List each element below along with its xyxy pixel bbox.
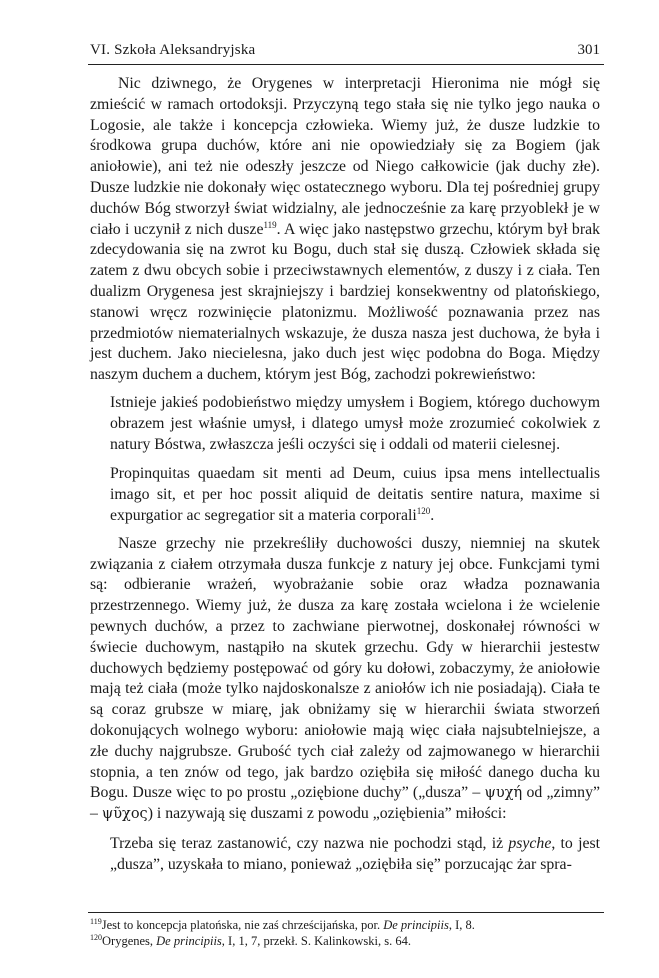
footnote-rule bbox=[88, 912, 604, 913]
header-rule bbox=[88, 64, 604, 65]
block-quote-latin: Propinquitas quaedam sit menti ad Deum, cuius ipsa mens intellectualis imago sit, et per hoc possit aliquid de deitatis sentire natura, maxime si expurgatior ac segregatior sit a materia corporali$^{120}$. bbox=[110, 465, 600, 524]
block-quote-psyche: Trzeba się teraz zastanowić, czy nazwa nie pochodzi stąd, iż psyche, to jest „dusza”, uzyskała to miano, ponieważ „oziębiła się” porzucając żar spra- bbox=[110, 834, 601, 873]
greek-word-psyche: ψυχή bbox=[484, 785, 523, 802]
page-number: 301 bbox=[577, 42, 600, 58]
paragraph-1: Nic dziwnego, że Orygenes w interpretacji Hieronima nie mógł się zmieścić w ramach ortodoksji. Przyczyną tego stała się nie tylko jego nauka o Logosie, ale także i koncepcja człowieka. Wiemy już, że dusze ludzkie to środkowa grupa duchów, które ani nie opowiedziały się za Bogiem (jak aniołowie), ani też nie odeszły jeszcze od Niego całkowicie (jak duchy złe). Dusze ludzkie nie dokonały więc ostatecznego wyboru. Dla tej pośredniej grupy duchów Bóg stworzył świat widzialny, ale jednocześnie za karę przyoblekł je w ciało i uczynił z nich dusze$^{119}$. A więc jako następstwo grzechu, którym był brak zdecydowania się na zwrot ku Bogu, duch stał się duszą. Człowiek składa się zatem z dwu obcych sobie i przeciwstawnych elementów, z duszy i z ciała. Ten dualizm Orygenesa jest skrajniejszy i bardziej konsekwentny od platońskiego, stanowi wręcz rozwinięcie platonizmu. Możliwość poznawania przez nas przedmiotów niematerialnych wskazuje, że dusza nasza jest duchowa, że była i jest duchem. Jako niecielesna, jako duch jest więc podobna do Boga. Między naszym duchem a duchem, którym jest Bóg, zachodzi pokrewieństwo: bbox=[90, 75, 600, 384]
footnotes bbox=[90, 917, 600, 949]
greek-word-psychos: ψῦχος bbox=[101, 806, 148, 823]
main-text bbox=[90, 74, 600, 875]
page-header bbox=[90, 42, 600, 64]
footnote-119: $^{119}$Jest to koncepcja platońska, nie zaś chrześcijańska, por. De principiis, I, 8. bbox=[90, 917, 475, 932]
paragraph-2: Nasze grzechy nie przekreśliły duchowości duszy, niemniej na skutek związania z ciałem otrzymała dusza funkcje z natury jej obce. Funkcjami tymi są: odbieranie wrażeń, wyobrażanie sobie oraz władza poznawania przestrzennego. Wiemy już, że dusza za karę została wcielona i że wcielenie pewnych duchów, a przez to zachwiane pierwotnej, doskonałej równości w świecie duchowym, nastąpiło na skutek grzechu. Gdy w hierarchii jestestw duchowych będziemy postępować od góry ku dołowi, zobaczymy, że aniołowie mają też ciała (może tylko najdoskonalsze z aniołów ich nie posiadają). Ciała te są coraz grubsze w miarę, jak obniżamy się w hierarchii świata stworzeń dokonujących wolnego wyboru: aniołowie mają więc ciała najsubtelniejsze, a złe duchy najgrubsze. Grubość tych ciał zależy od zajmowanego w hierarchii stopnia, a ten znów od tego, jak bardzo oziębiła się miłość danego ducha ku Bogu. Dusze więc to po prostu „oziębione duchy” („dusza” – ψυχή od „zimny” – ψῦχος) i nazywają się duszami z powodu „oziębienia” miłości: bbox=[90, 534, 600, 823]
footnote-120: $^{120}$Orygenes, De principiis, I, 1, 7, przekł. S. Kalinkowski, s. 64. bbox=[90, 933, 412, 948]
running-title: VI. Szkoła Aleksandryjska bbox=[90, 42, 256, 58]
block-quote-polish: Istnieje jakieś podobieństwo między umysłem i Bogiem, którego duchowym obrazem jest właśnie umysł, i dlatego umysł może zrozumieć cokolwiek z natury Bóstwa, zwłaszcza jeśli oczyści się i oddali od materii cielesnej. bbox=[110, 393, 600, 453]
footnote-ref-120[interactable]: 120 bbox=[416, 505, 431, 516]
footnote-ref-119[interactable]: 119 bbox=[263, 219, 277, 230]
